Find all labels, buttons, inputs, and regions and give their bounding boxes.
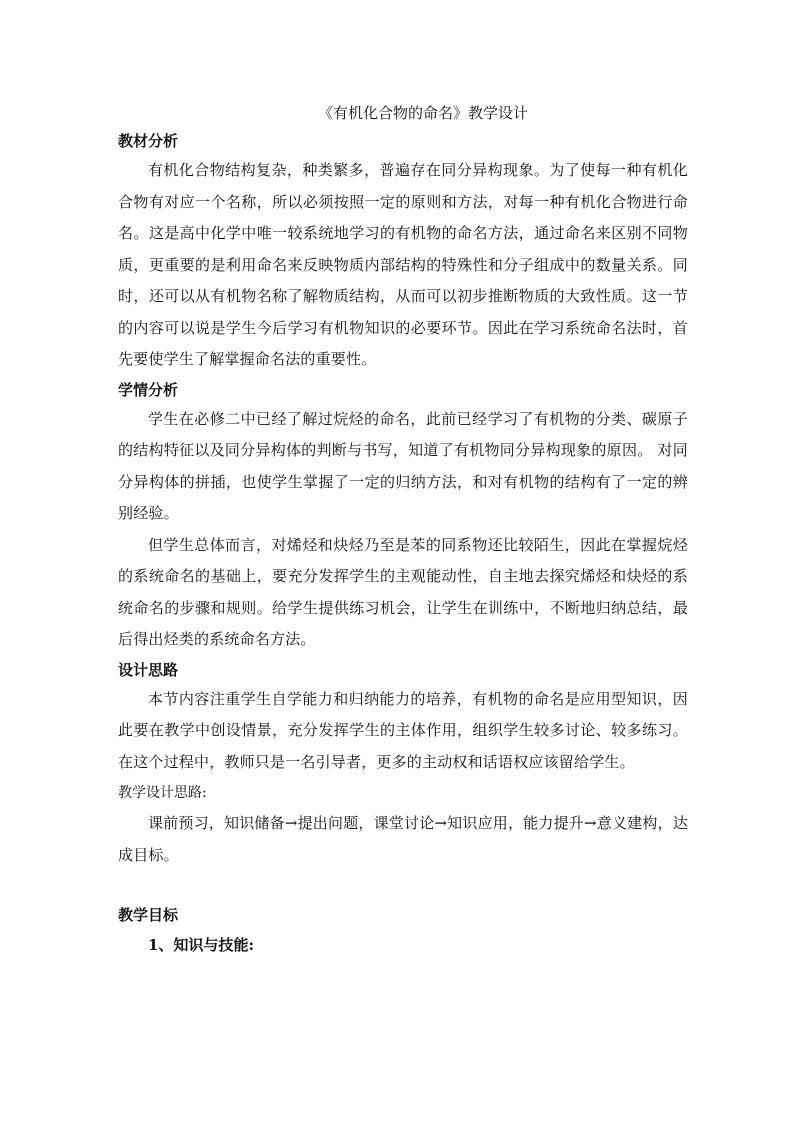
- section-heading-teaching-goals: 教学目标: [118, 906, 179, 924]
- paragraph-learner-analysis-1: 学生在必修二中已经了解过烷烃的命名，此前已经学习了有机物的分类、碳原子的结构特征以及同分异构体的判断与书写，知道了有机物同分异构现象的原因。 对同分异构体的拼插，也使学生掌握了一定的归纳方法，和对有机物的结构有了一定的辨别经验。: [118, 409, 688, 522]
- paragraph-learner-analysis-2: 但学生总体而言，对烯烃和炔烃乃至是苯的同系物还比较陌生，因此在掌握烷烃的系统命名的基础上，要充分发挥学生的主观能动性，自主地去探究烯烃和炔烃的系统命名的步骤和规则。给学生提供练习机会，让学生在训练中，不断地归纳总结，最后得出烃类的系统命名方法。: [118, 535, 688, 648]
- design-idea-label: 教学设计思路:: [118, 785, 207, 801]
- subheading-knowledge-skills: 1、知识与技能:: [148, 936, 254, 954]
- paragraph-design-idea: 本节内容注重学生自学能力和归纳能力的培养，有机物的命名是应用型知识，因此要在教学中创设情景，充分发挥学生的主体作用，组织学生较多讨论、较多练习。在这个过程中，教师只是一名引导者，更多的主动权和话语权应该留给学生。: [118, 689, 688, 771]
- paragraph-design-flow: 课前预习，知识储备→提出问题，课堂讨论→知识应用，能力提升→意义建构，达成目标。: [118, 814, 688, 864]
- paragraph-textbook-analysis: 有机化合物结构复杂，种类繁多，普遍存在同分异构现象。为了使每一种有机化合物有对应一个名称，所以必须按照一定的原则和方法，对每一种有机化合物进行命名。这是高中化学中唯一较系统地学习的有机物的命名方法，通过命名来区别不同物质，更重要的是利用命名来反映物质内部结构的特殊性和分子组成中的数量关系。同时，还可以从有机物名称了解物质结构，从而可以初步推断物质的大致性质。这一节的内容可以说是学生今后学习有机物知识的必要环节。因此在学习系统命名法时，首先要使学生了解掌握命名法的重要性。: [118, 161, 688, 368]
- section-heading-design-idea: 设计思路: [118, 660, 179, 679]
- document-title: 《有机化合物的命名》教学设计: [317, 104, 528, 122]
- section-heading-learner-analysis: 学情分析: [118, 380, 179, 399]
- section-heading-textbook-analysis: 教材分析: [118, 132, 179, 150]
- blank-line: [118, 871, 688, 901]
- document-body: [118, 99, 688, 961]
